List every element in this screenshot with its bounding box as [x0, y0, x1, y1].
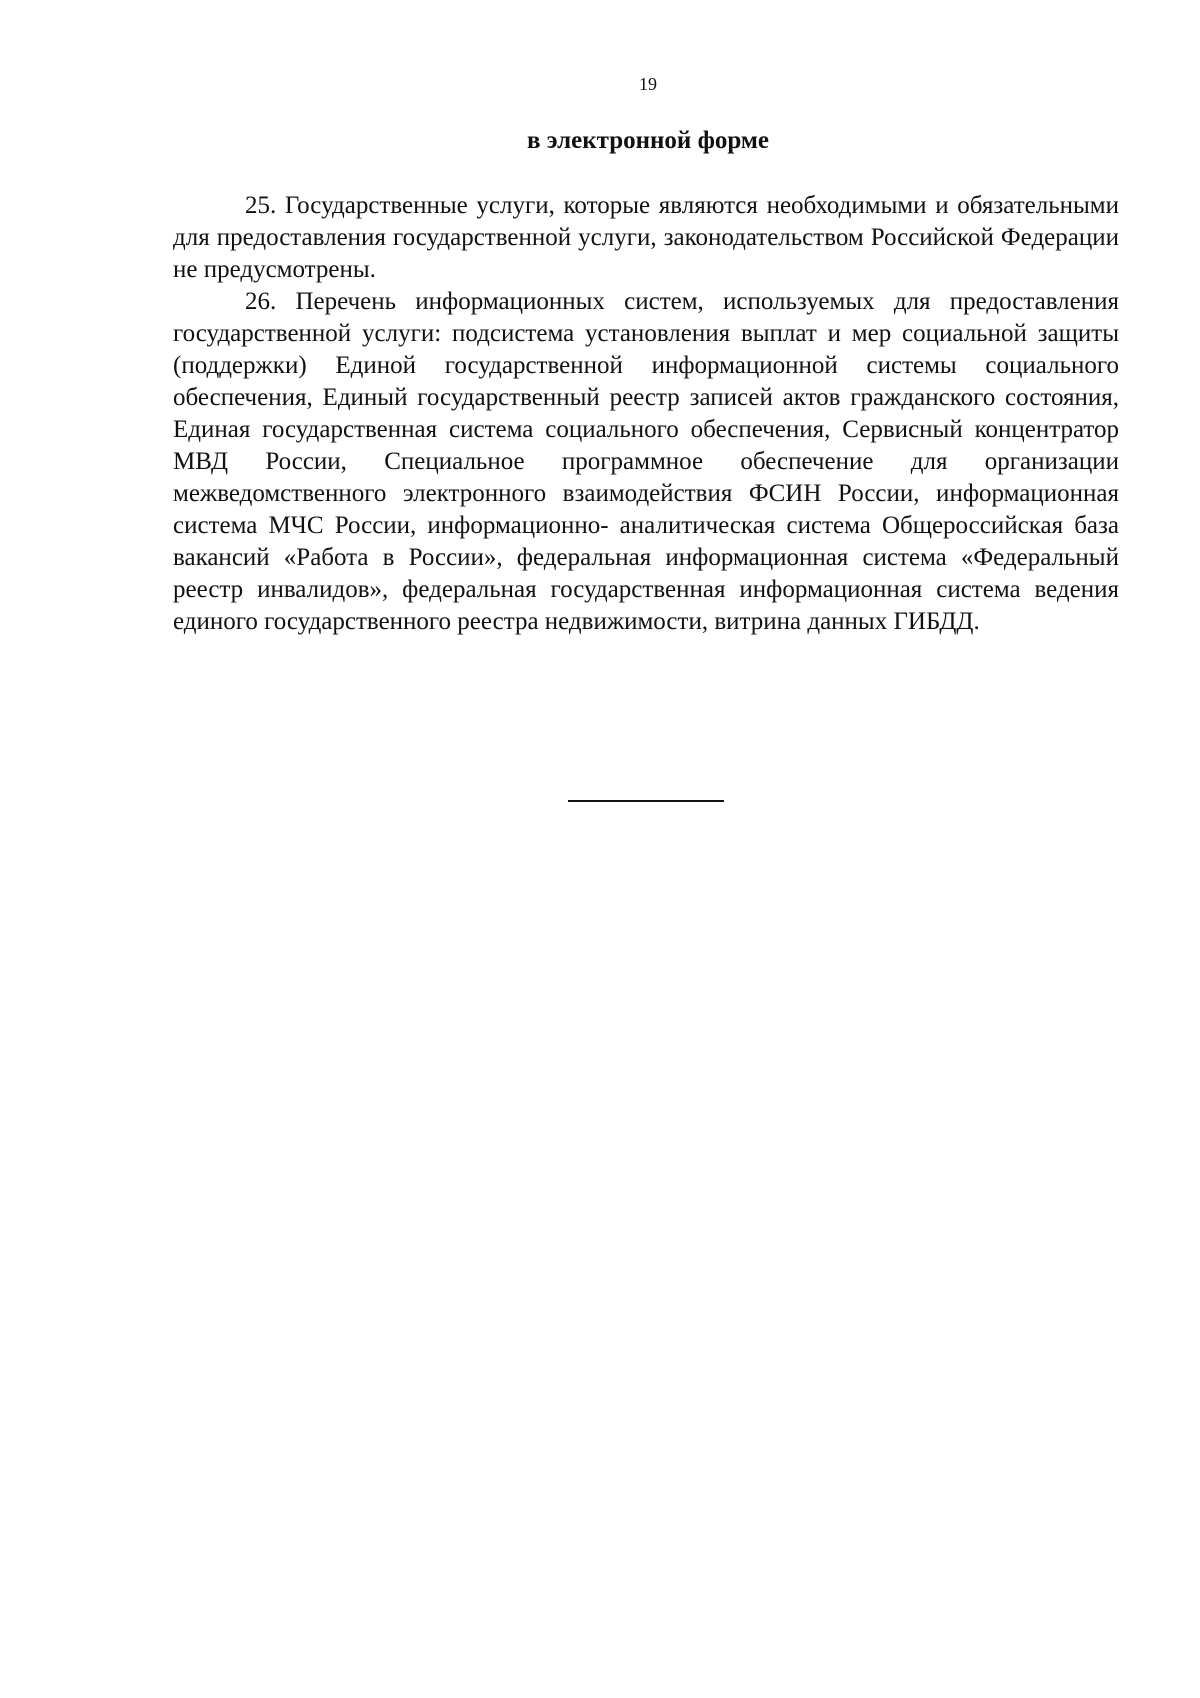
paragraph-25: 25. Государственные услуги, которые являются необходимыми и обязательными для предоставления государственной услуги, законодательством Российской Федерации не предусмотрены.	[173, 192, 1119, 283]
end-of-text-rule	[568, 800, 724, 802]
page-number: 19	[639, 74, 657, 94]
paragraph-26: 26. Перечень информационных систем, используемых для предоставления государственной услуги: подсистема установления выплат и мер социальной защиты (поддержки) Единой государственной информационной системы социального обеспечения, Единый государственный реестр записей актов гражданского состояния, Единая государственная система социального обеспечения, Сервисный концентратор МВД России, Специальное программное обеспечение для организации межведомственного электронного взаимодействия ФСИН России, информационная система МЧС России, информационно- аналитическая система Общероссийская база вакансий «Работа в России», федеральная информационная система «Федеральный реестр инвалидов», федеральная государственная информационная система ведения единого государственного реестра недвижимости, витрина данных ГИБДД.	[173, 288, 1119, 635]
section-heading: в электронной форме	[526, 127, 770, 154]
body-text	[173, 190, 1119, 638]
